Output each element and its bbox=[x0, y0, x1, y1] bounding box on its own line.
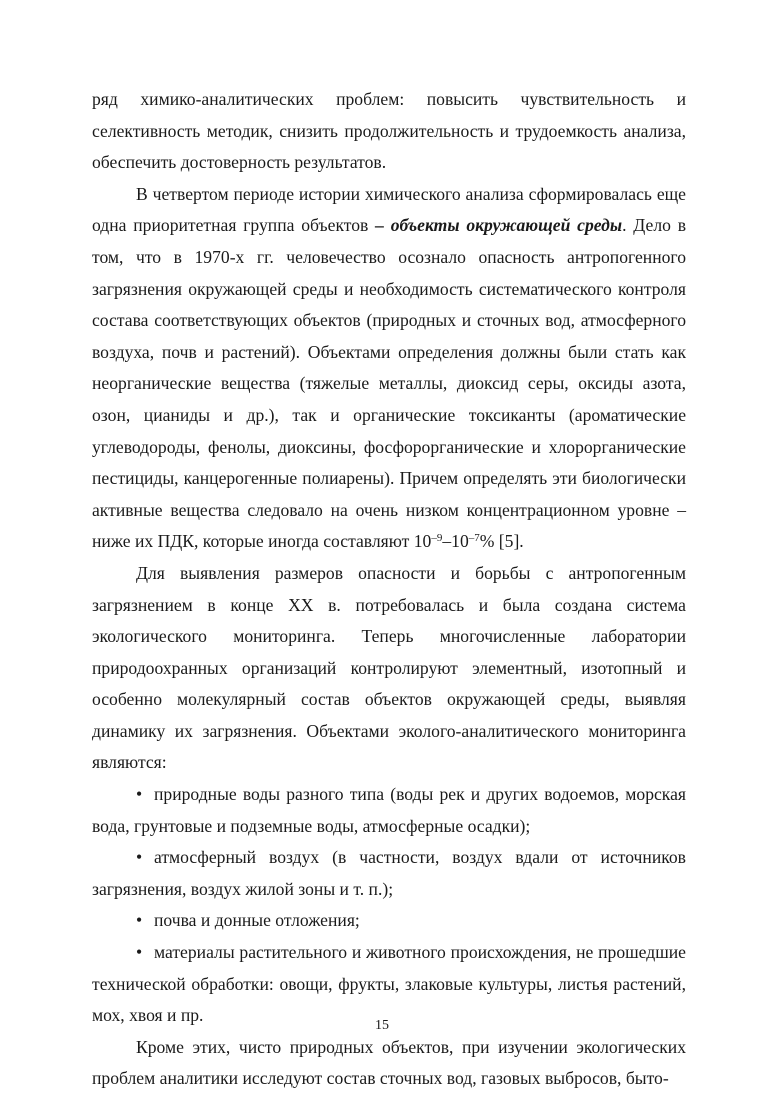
list-item-text: природные воды разного типа (воды рек и других водоемов, морская вода, грунтовые и подземные воды, атмосферные осадки); bbox=[92, 784, 686, 836]
paragraph-environmental-objects bbox=[92, 179, 686, 558]
list-item bbox=[92, 905, 686, 937]
list-item-text: материалы растительного и животного происхождения, не прошедшие технической обработки: овощи, фрукты, злаковые культуры, листья растений, мох, хвоя и пр. bbox=[92, 942, 686, 1026]
bullet-icon: • bbox=[136, 784, 143, 805]
list-item-text: атмосферный воздух (в частности, воздух вдали от источников загрязнения, воздух жилой зоны и т. п.); bbox=[92, 847, 686, 899]
concentration-low-exponent: –9 bbox=[431, 532, 443, 545]
bullet-icon: • bbox=[136, 847, 143, 868]
bullet-icon: • bbox=[136, 942, 143, 963]
bullet-icon: • bbox=[136, 910, 143, 931]
document-page bbox=[92, 84, 686, 1095]
paragraph-continuation: ряд химико-аналитических проблем: повысить чувствительность и селективность методик, снизить продолжительность и трудоемкость анализа, обеспечить достоверность результатов. bbox=[92, 89, 686, 173]
paragraph-text-start: В четвертом периоде истории химического анализа сформировалась еще одна приоритетная группа объектов bbox=[92, 183, 686, 236]
paragraph-monitoring: Для выявления размеров опасности и борьбы с антропогенным загрязнением в конце XX в. потребовалась и была создана система экологического мониторинга. Теперь многочисленные лаборатории природоохранных организаций контролируют элементный, изотопный и особенно молекулярный состав объектов окружающей среды, выявляя динамику их загрязнения. Объектами эколого-аналитического мониторинга являются: bbox=[92, 562, 686, 773]
list-item-text: почва и донные отложения; bbox=[154, 910, 360, 931]
concentration-high-base: 10 bbox=[451, 531, 469, 552]
emphasis-term: объекты окружающей среды bbox=[390, 215, 623, 236]
range-dash: – bbox=[442, 531, 452, 552]
list-item bbox=[92, 842, 686, 905]
list-item bbox=[92, 779, 686, 842]
paragraph-final: Кроме этих, чисто природных объектов, при изучении экологических проблем аналитики исследуют состав сточных вод, газовых выбросов, быто- bbox=[92, 1036, 686, 1089]
concentration-high-exponent: –7 bbox=[468, 532, 480, 545]
paragraph-text-body: . Дело в том, что в 1970-х гг. человечество осознало опасность антропогенного загрязнения окружающей среды и необходимость систематического контроля состава соответствующих объектов (природных и сточных вод, атмосферного воздуха, почв и растений). Объектами определения должны были стать как неорганические вещества (тяжелые металлы, диоксид серы, оксиды азота, озон, цианиды и др.), так и органические токсиканты (ароматические углеводороды, фенолы, диоксины, фосфорорганические и хлорорганические пестициды, канцерогенные полиарены). Причем определять эти биологически активные вещества следовало на очень низком концентрационном уровне – ниже их ПДК, которые иногда составляют bbox=[92, 215, 687, 552]
concentration-low-base: 10 bbox=[413, 531, 432, 552]
page-number: 15 bbox=[375, 1018, 389, 1033]
paragraph-text-tail: % [5]. bbox=[479, 531, 524, 552]
emphasis-dash: – bbox=[375, 215, 391, 236]
